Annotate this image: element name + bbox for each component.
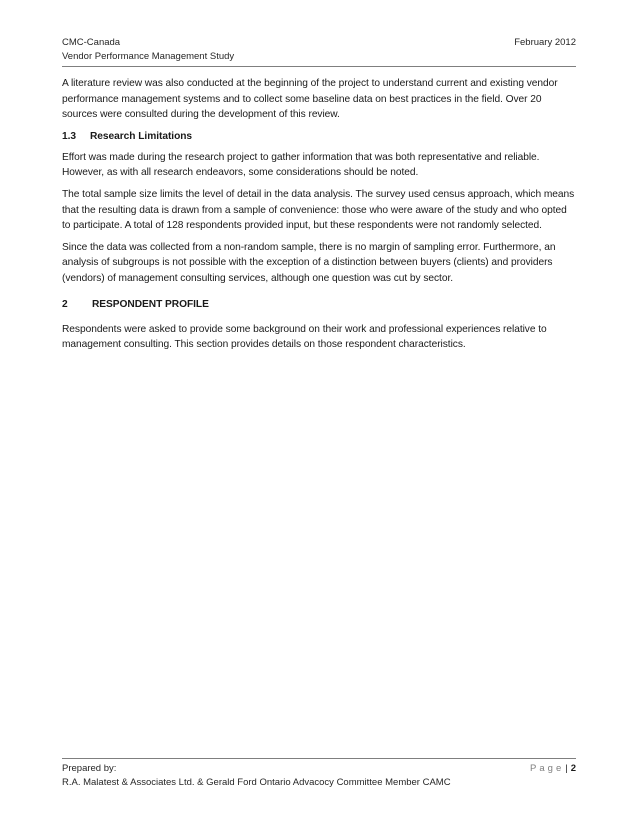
section-heading-1-3 [62, 129, 576, 144]
prepared-by-label: Prepared by: [62, 763, 117, 774]
section-number: 1.3 [62, 130, 77, 142]
page-number-block [530, 762, 576, 776]
page-footer [62, 758, 576, 790]
section-heading-2 [62, 297, 576, 312]
section-title: RESPONDENT PROFILE [92, 298, 209, 310]
page-word: Page [530, 763, 565, 774]
limitations-paragraph-2: The total sample size limits the level of detail in the data analysis. The survey used census approach, which means that the resulting data is drawn from a sample of convenience: those who were aware of the study and who opted to participate. A total of 128 respondents provided input, but these respondents were not randomly selected. [62, 188, 575, 232]
document-page [62, 36, 576, 796]
intro-paragraph: A literature review was also conducted at the beginning of the project to understand current and existing vendor performance management systems and to collect some baseline data on best practices in the field. Over 20 sources were consulted during the development of this review. [62, 78, 558, 121]
section-title: Research Limitations [90, 130, 193, 142]
page-separator: | [565, 763, 568, 774]
section-number: 2 [62, 298, 68, 310]
header-study-title: Vendor Performance Management Study [62, 51, 235, 62]
limitations-paragraph-3: Since the data was collected from a non-random sample, there is no margin of sampling error. Furthermore, an analysis of subgroups is not possible with the exception of a distinction between buyers (clients) and providers (vendors) of management consulting services, although one question was cut by sector. [62, 241, 556, 284]
page-header [62, 36, 576, 67]
header-date: February 2012 [514, 37, 576, 48]
header-organization: CMC-Canada [62, 37, 121, 48]
prepared-by-text: R.A. Malatest & Associates Ltd. & Gerald Ford Ontario Advacocy Committee Member CAMC [62, 777, 451, 788]
limitations-paragraph-1: Effort was made during the research project to gather information that was both representative and reliable. However, as with all research endeavors, some considerations should be noted. [62, 151, 540, 179]
page-number: 2 [570, 763, 576, 774]
respondent-profile-paragraph: Respondents were asked to provide some background on their work and professional experiences relative to management consulting. This section provides details on those respondent characteristics. [62, 323, 547, 351]
page-content [62, 76, 576, 359]
